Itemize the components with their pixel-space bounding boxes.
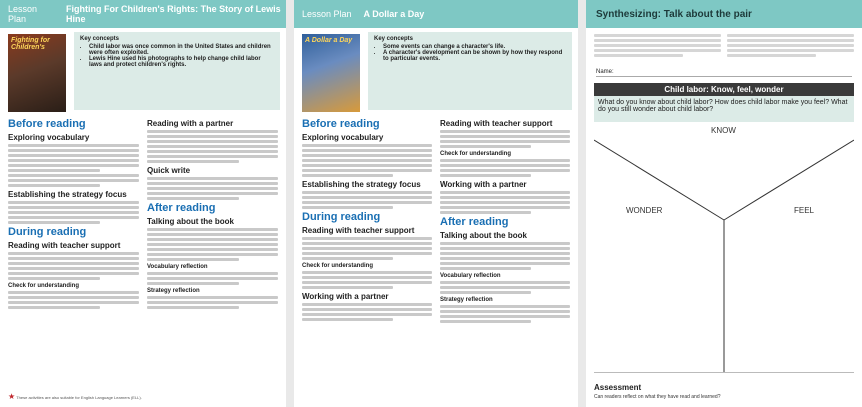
synthesizing-title: Synthesizing: Talk about the pair — [586, 0, 862, 28]
section-after-reading: After reading — [147, 202, 216, 214]
y-divider-lines — [594, 122, 854, 372]
key-concepts-box — [368, 32, 572, 110]
heading-exploring-vocabulary: Exploring vocabulary — [302, 133, 384, 142]
cover-text: A Dollar a Day — [305, 37, 353, 44]
heading-vocabulary-reflection: Vocabulary reflection — [147, 264, 208, 270]
heading-working-with-partner-1: Working with a partner — [302, 292, 389, 301]
concept-item: • Lewis Hine used his photographs to help change child labor laws and protect children's rights. — [89, 56, 274, 68]
heading-quick-write: Quick write — [147, 166, 191, 175]
cover-text: Fighting for Children's — [11, 37, 50, 51]
page1-title: Fighting For Children's Rights: The Story of Lewis Hine — [66, 4, 281, 24]
kfw-chart-title: Child labor: Know, feel, wonder — [594, 83, 854, 96]
key-concepts-title: Key concepts — [80, 36, 120, 42]
section-during-reading: During reading — [8, 226, 87, 238]
lesson-plan-tag: Lesson Plan — [8, 4, 38, 24]
heading-talking-about-book: Talking about the book — [440, 231, 527, 240]
book-cover-lewis-hine — [8, 34, 66, 112]
synthesizing-intro — [586, 28, 862, 63]
section-before-reading: Before reading — [302, 118, 380, 130]
heading-vocabulary-reflection: Vocabulary reflection — [440, 273, 501, 279]
know-feel-wonder-chart — [594, 122, 854, 373]
heading-exploring-vocabulary: Exploring vocabulary — [8, 133, 90, 142]
feel-label: FEEL — [794, 206, 815, 215]
heading-teacher-support-2: Reading with teacher support — [440, 119, 553, 128]
section-before-reading: Before reading — [8, 118, 86, 130]
heading-strategy-reflection: Strategy reflection — [147, 288, 200, 294]
heading-working-with-partner-2: Working with a partner — [440, 180, 527, 189]
name-field[interactable] — [596, 69, 852, 77]
key-concepts-title: Key concepts — [374, 36, 414, 42]
heading-strategy-focus: Establishing the strategy focus — [8, 190, 127, 199]
heading-check-understanding: Check for understanding — [8, 283, 80, 289]
section-during-reading: During reading — [302, 211, 381, 223]
star-icon: ★ — [8, 392, 16, 401]
lesson-plan-page-1 — [0, 0, 286, 407]
heading-talking-about-book: Talking about the book — [147, 217, 234, 226]
heading-teacher-support-1: Reading with teacher support — [302, 226, 415, 235]
concept-item: • Some events can change a character's life. — [383, 44, 566, 50]
page2-title: A Dollar a Day — [363, 9, 425, 19]
heading-strategy-focus: Establishing the strategy focus — [302, 180, 421, 189]
book-cover-dollar-a-day — [302, 34, 360, 112]
lesson-plan-tag: Lesson Plan — [302, 9, 352, 19]
heading-check-understanding-1: Check for understanding — [302, 263, 374, 269]
kfw-question: What do you know about child labor? How does child labor make you feel? What do you still wonder about child labor? — [594, 96, 854, 122]
heading-check-understanding-2: Check for understanding — [440, 151, 512, 157]
key-concepts-box — [74, 32, 280, 110]
heading-teacher-support: Reading with teacher support — [8, 241, 121, 250]
know-label: KNOW — [711, 126, 736, 135]
assessment-question: Can readers reflect on what they have read and learned? — [594, 394, 721, 400]
page2-header — [294, 0, 578, 28]
name-label: Name: — [596, 69, 614, 75]
concept-item: • Child labor was once common in the United States and children were often exploited. — [89, 44, 274, 56]
synthesizing-page — [586, 0, 862, 407]
heading-strategy-reflection: Strategy reflection — [440, 297, 493, 303]
page1-header — [0, 0, 286, 28]
ell-note-text: These activities are also suitable for English Language Learners (ELL). — [16, 395, 142, 400]
wonder-label: WONDER — [626, 206, 663, 215]
section-after-reading: After reading — [440, 216, 509, 228]
lesson-plan-page-2 — [294, 0, 578, 407]
heading-reading-with-partner: Reading with a partner — [147, 119, 234, 128]
ell-note — [8, 392, 142, 401]
assessment-heading: Assessment — [594, 383, 642, 392]
concept-item: • A character's development can be shown by how they respond to particular events. — [383, 50, 566, 62]
